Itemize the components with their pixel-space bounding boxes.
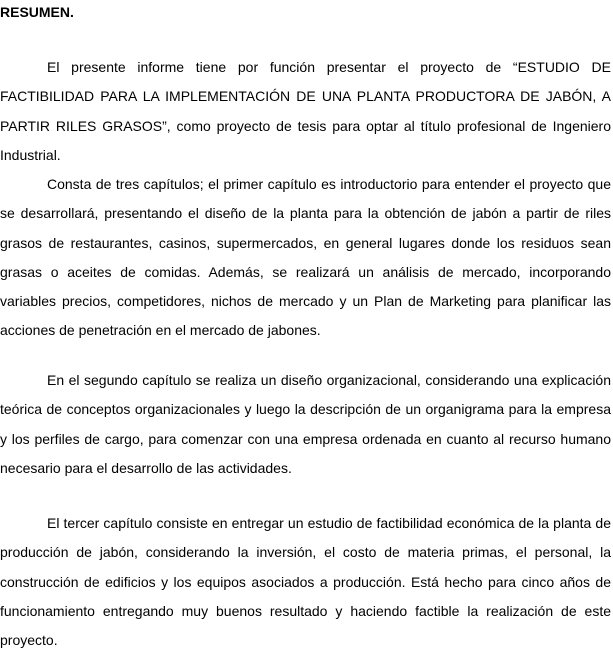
paragraph-chapter-one: Consta de tres capítulos; el primer capítulo es introductorio para entender el proyecto que se desarrollará, presentando el diseño de la planta para la obtención de jabón a partir de riles grasos de restaurantes, casinos, supermercados, en general lugares donde los residuos sean grasas o aceites de comidas. Además, se realizará un análisis de mercado, incorporando variables precios, competidores, nichos de mercado y un Plan de Marketing para planificar las acciones de penetración en el mercado de jabones. (0, 176, 611, 339)
paragraph-chapter-two: En el segundo capítulo se realiza un diseño organizacional, considerando una explicación teórica de conceptos organizacionales y luego la descripción de un organigrama para la empresa y los perfiles de cargo, para comenzar con una empresa ordenada en cuanto al recurso humano necesario para el desarrollo de las actividades. (0, 372, 611, 476)
paragraph-chapter-three: El tercer capítulo consiste en entregar un estudio de factibilidad económica de la planta de producción de jabón, considerando la inversión, el costo de materia primas, el personal, la construcción de edificios y los equipos asociados a producción. Está hecho para cinco años de funcionamiento entregando muy buenos resultado y haciendo factible la realización de este proyecto. (0, 515, 611, 649)
paragraph-intro: El presente informe tiene por función presentar el proyecto de “ESTUDIO DE FACTIBILIDAD PARA LA IMPLEMENTACIÓN DE UNA PLANTA PRODUCTORA DE JABÓN, A PARTIR RILES GRASOS”, como proyecto de tesis para optar al título profesional de Ingeniero Industrial. (0, 59, 611, 163)
section-heading: RESUMEN. (0, 4, 74, 20)
